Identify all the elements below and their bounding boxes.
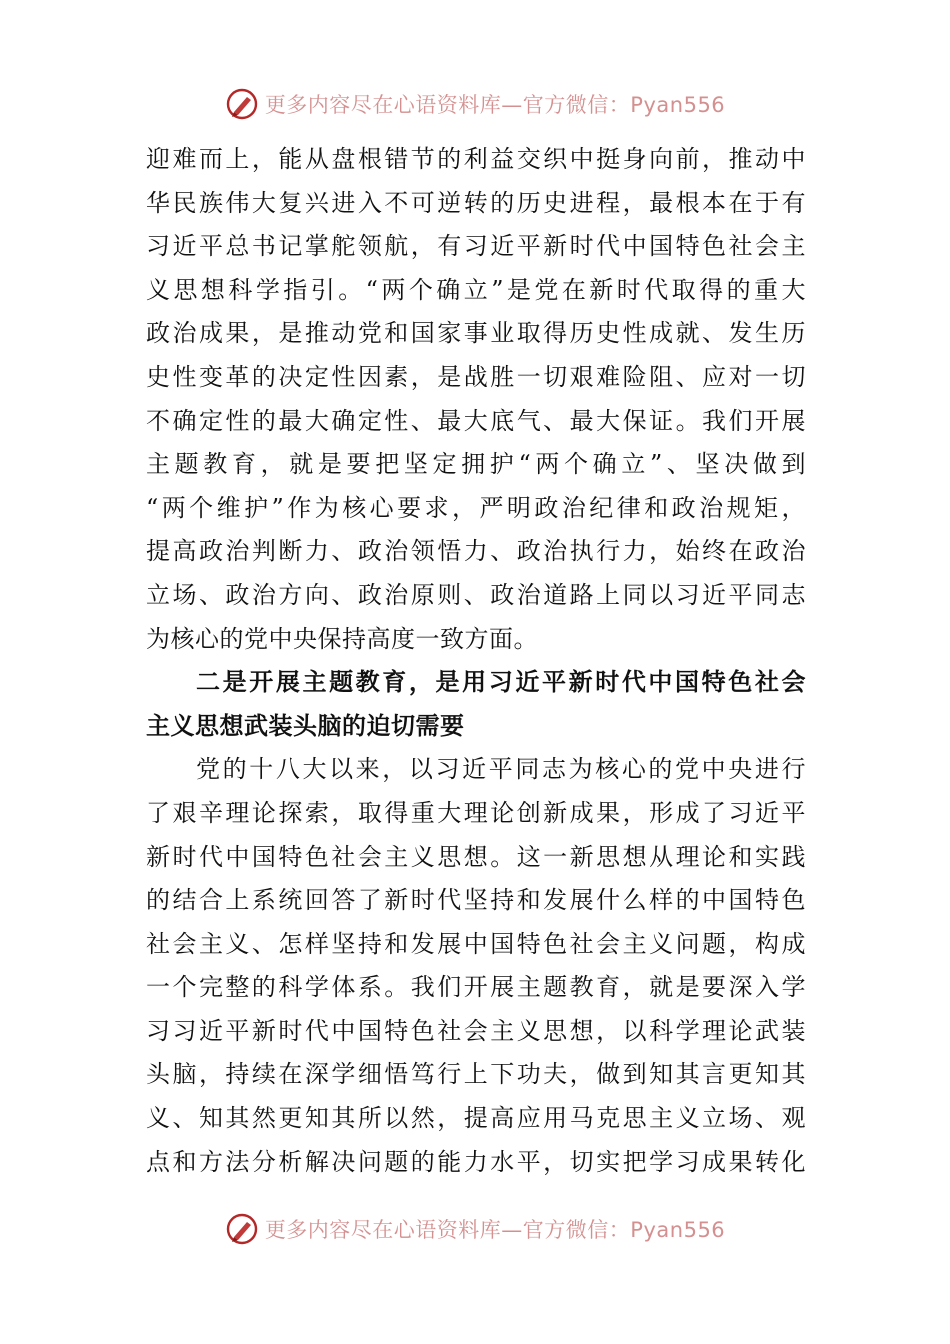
paragraph	[146, 748, 806, 1184]
footer-watermark	[0, 1209, 950, 1249]
text-line: 华民族伟大复兴进入不可逆转的历史进程，最根本在于有	[146, 188, 806, 217]
text-line: 史性变革的决定性因素，是战胜一切艰难险阻、应对一切	[146, 362, 806, 391]
document-body	[146, 138, 806, 1184]
text-line: 政治成果，是推动党和国家事业取得历史性成就、发生历	[146, 319, 806, 348]
paragraph	[146, 138, 806, 661]
pen-logo-icon	[225, 1212, 259, 1246]
text-line: 为核心的党中央保持高度一致方面。	[146, 624, 538, 653]
text-line: 提高政治判断力、政治领悟力、政治执行力，始终在政治	[146, 537, 806, 566]
text-line: 的结合上系统回答了新时代坚持和发展什么样的中国特色	[146, 886, 806, 915]
text-line: 社会主义、怎样坚持和发展中国特色社会主义问题，构成	[146, 929, 806, 958]
text-line: 习习近平新时代中国特色社会主义思想，以科学理论武装	[146, 1016, 806, 1045]
watermark-text: 更多内容尽在心语资料库—官方微信：Pyan556	[264, 1218, 726, 1242]
header-watermark	[0, 84, 950, 124]
text-line: 迎难而上，能从盘根错节的利益交织中挺身向前，推动中	[146, 145, 806, 173]
text-line: 点和方法分析解决问题的能力水平，切实把学习成果转化	[146, 1147, 806, 1176]
text-line: 义、知其然更知其所以然，提高应用马克思主义立场、观	[146, 1104, 806, 1133]
text-line: “两个维护”作为核心要求，严明政治纪律和政治规矩，	[146, 493, 806, 522]
heading-line: 二是开展主题教育，是用习近平新时代中国特色社会	[196, 668, 806, 697]
section-heading	[146, 661, 806, 748]
text-line: 义思想科学指引。“两个确立”是党在新时代取得的重大	[146, 275, 806, 304]
text-line: 立场、政治方向、政治原则、政治道路上同以习近平同志	[146, 580, 806, 609]
text-line: 一个完整的科学体系。我们开展主题教育，就是要深入学	[146, 973, 806, 1002]
text-line: 习近平总书记掌舵领航，有习近平新时代中国特色社会主	[146, 232, 806, 261]
pen-logo-icon	[225, 87, 259, 121]
watermark-text: 更多内容尽在心语资料库—官方微信：Pyan556	[264, 93, 726, 117]
text-line: 新时代中国特色社会主义思想。这一新思想从理论和实践	[146, 842, 806, 871]
text-line: 党的十八大以来，以习近平同志为核心的党中央进行	[196, 755, 806, 784]
text-line: 头脑，持续在深学细悟笃行上下功夫，做到知其言更知其	[146, 1060, 806, 1089]
text-line: 不确定性的最大确定性、最大底气、最大保证。我们开展	[146, 406, 806, 435]
heading-line: 主义思想武装头脑的迫切需要	[146, 711, 465, 740]
text-line: 主题教育，就是要把坚定拥护“两个确立”、坚决做到	[146, 450, 806, 479]
text-line: 了艰辛理论探索，取得重大理论创新成果，形成了习近平	[146, 798, 806, 827]
